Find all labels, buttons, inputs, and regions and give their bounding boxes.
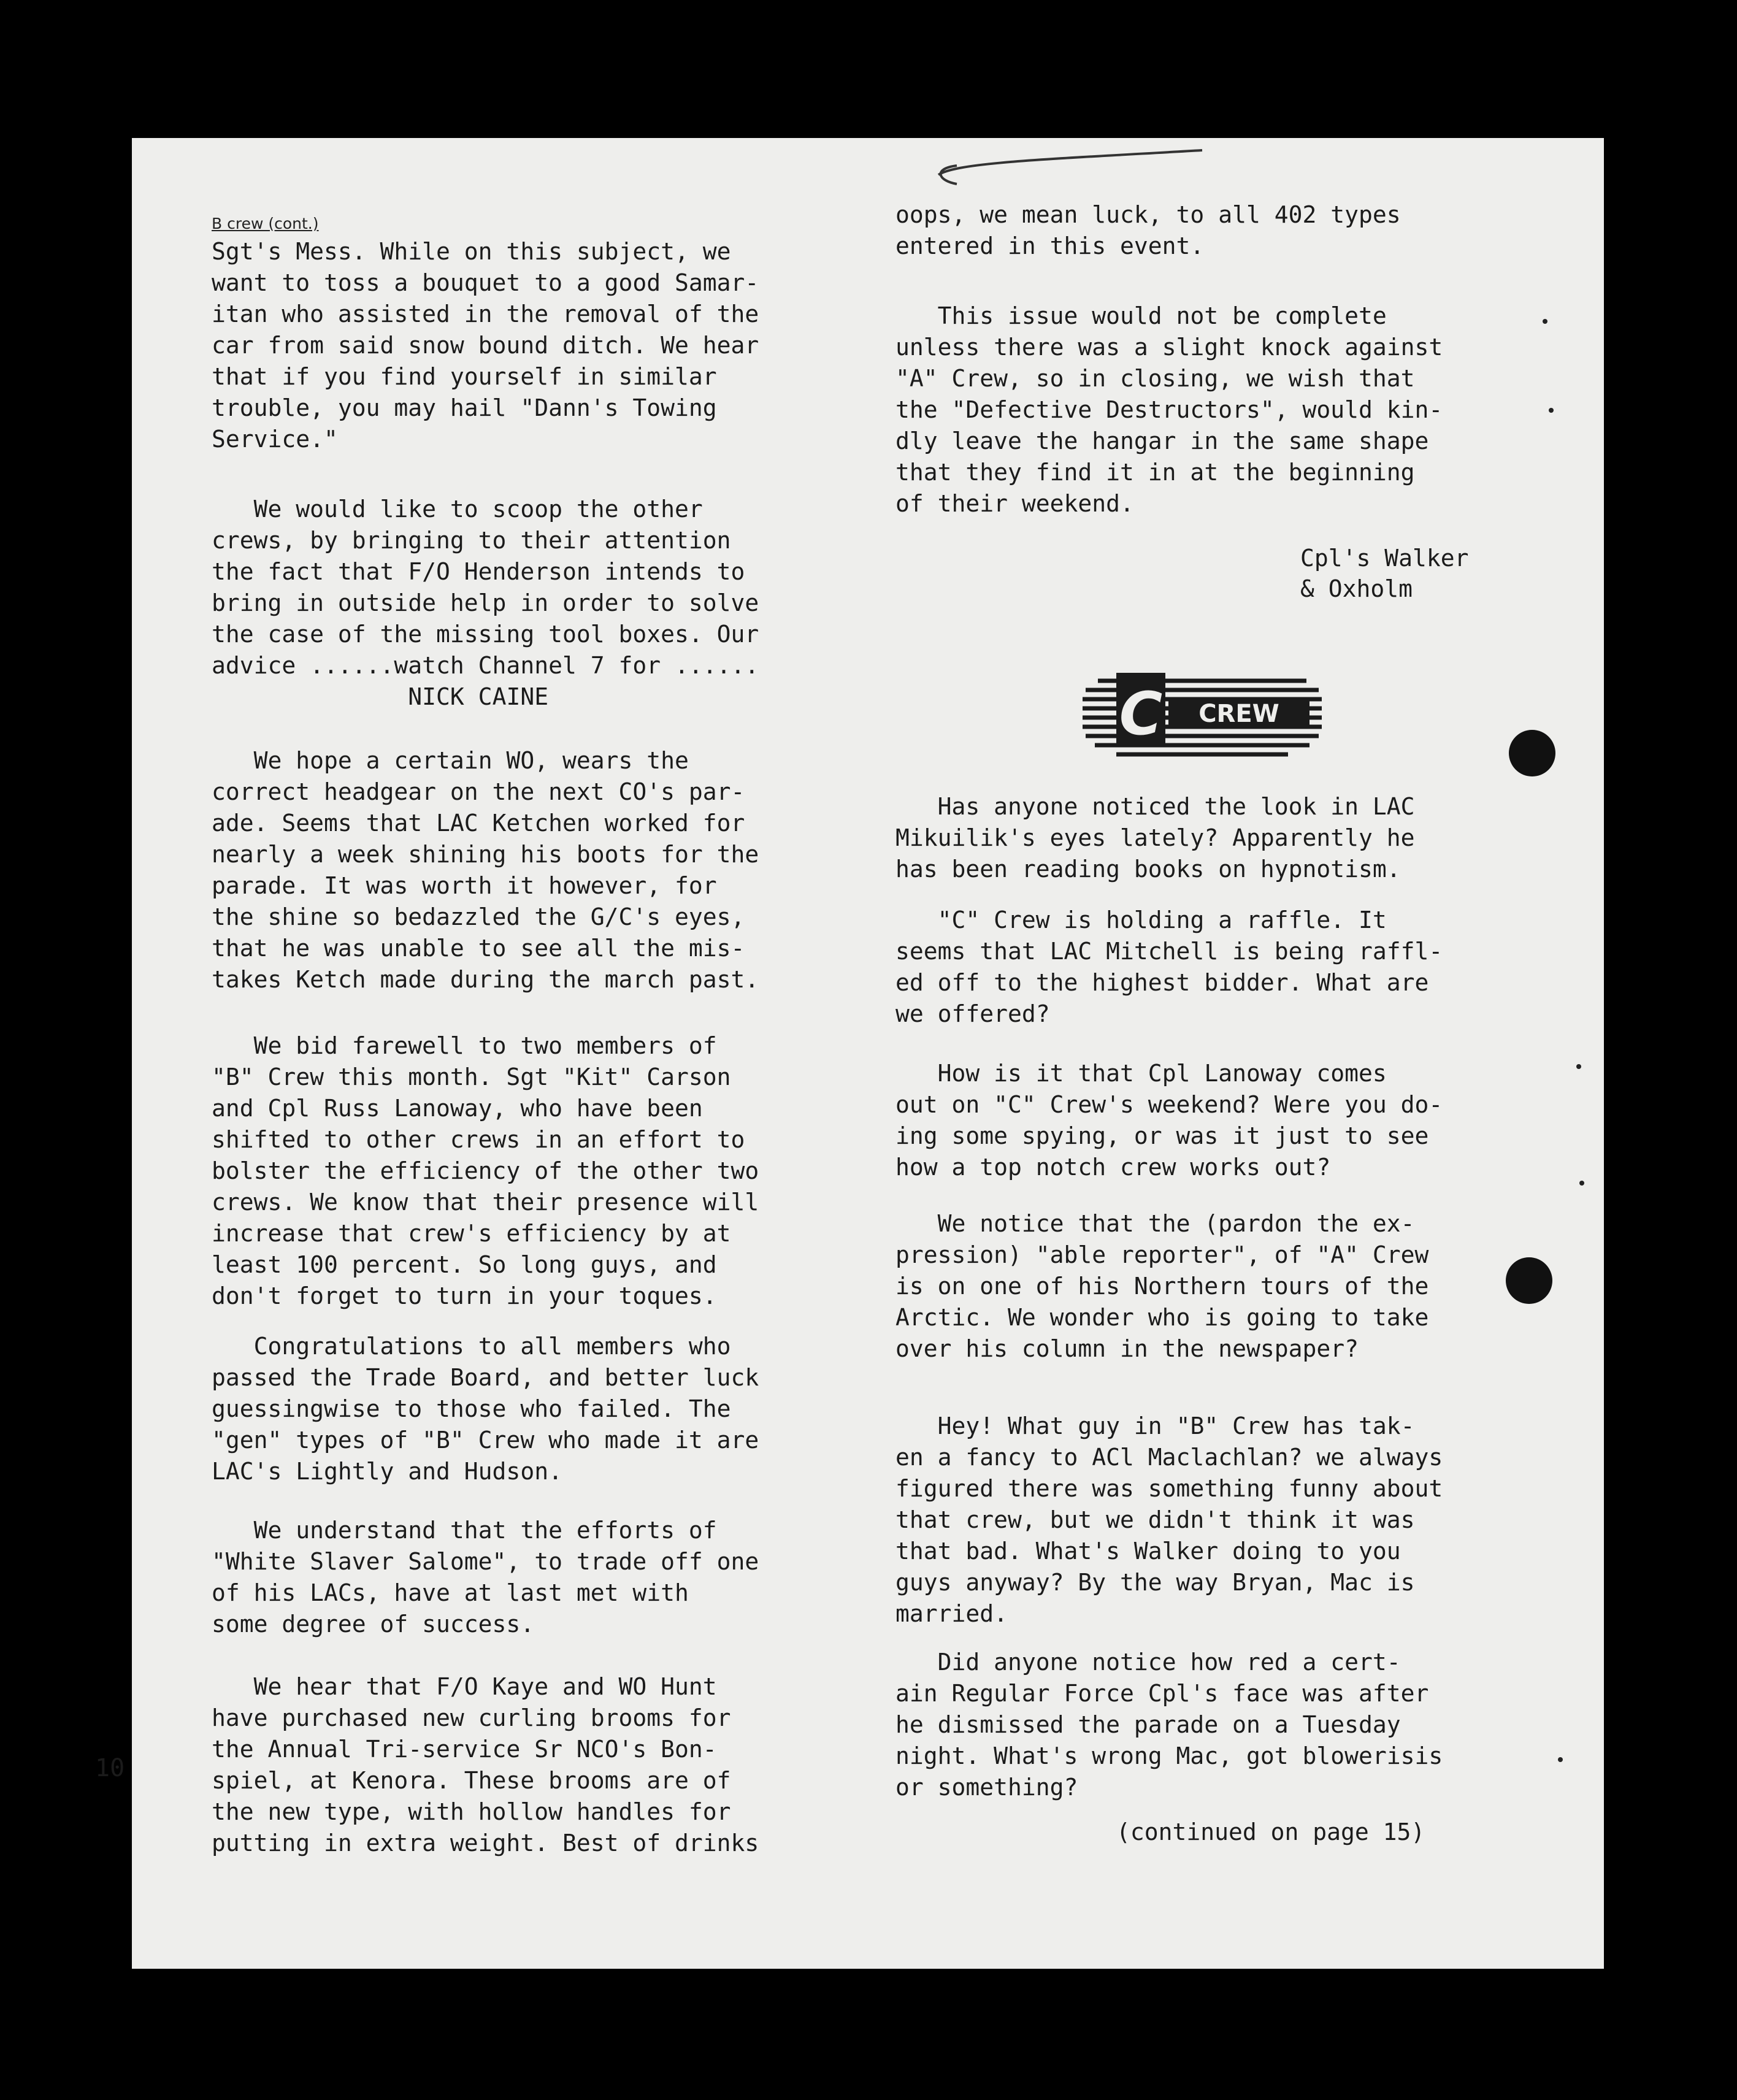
punch-hole <box>1506 1257 1552 1304</box>
page-number: 10 <box>95 1754 125 1782</box>
paragraph: Has anyone noticed the look in LAC Mikuilik's eyes lately? Apparently he has been reading books on hypnotism. <box>895 793 1415 883</box>
paragraph: Did anyone notice how red a cert- ain Regular Force Cpl's face was after he dismissed the parade on a Tuesday night. What's wrong Mac, got blowerisis or something? <box>895 1649 1443 1801</box>
paragraph: We would like to scoop the other crews, by bringing to their attention the fact that F/O Henderson intends to bring in outside help in order to solve the case of the missing tool boxes. Our advice ......watch Channel 7 for ...... NICK CAINE <box>212 496 759 710</box>
c-crew-logo <box>1079 659 1325 770</box>
paragraph: oops, we mean luck, to all 402 types entered in this event. <box>895 201 1401 259</box>
paragraph: We bid farewell to two members of "B" Crew this month. Sgt "Kit" Carson and Cpl Russ Lanoway, who have been shifted to other crews in an effort to bolster the efficiency of the other two crews. We know that their presence will increase that crew's efficiency by at least 100 percent. So long guys, and don't forget to turn in your toques. <box>212 1032 759 1309</box>
paragraph: We hear that F/O Kaye and WO Hunt have purchased new curling brooms for the Annual Tri-service Sr NCO's Bon- spiel, at Kenora. These brooms are of the new type, with hollow handles for putting in extra weight. Best of drinks <box>212 1673 759 1857</box>
logo-letter: C <box>1119 680 1163 748</box>
continuation-header: B crew (cont.) <box>212 215 319 232</box>
paragraph: We notice that the (pardon the ex- pression) "able reporter", of "A" Crew is on one of his Northern tours of the Arctic. We wonder who is going to take over his column in the newspaper? <box>895 1210 1429 1362</box>
newsletter-page <box>132 138 1604 1969</box>
paragraph: Sgt's Mess. While on this subject, we want to toss a bouquet to a good Samar- itan who assisted in the removal of the car from said snow bound ditch. We hear that if you find yourself in similar trouble, you may hail "Dann's Towing Service." <box>212 238 759 453</box>
paragraph: "C" Crew is holding a raffle. It seems that LAC Mitchell is being raffl- ed off to the highest bidder. What are we offered? <box>895 906 1443 1027</box>
paragraph: This issue would not be complete unless there was a slight knock against "A" Crew, so in closing, we wish that the "Defective Destructors", would kin- dly leave the hangar in the same shape that they find it in at the beginning of their weekend. <box>895 302 1443 517</box>
paragraph: We understand that the efforts of "White Slaver Salome", to trade off one of his LACs, have at last met with some degree of success. <box>212 1517 759 1638</box>
paragraph: We hope a certain WO, wears the correct headgear on the next CO's par- ade. Seems that LAC Ketchen worked for nearly a week shining his boots for the parade. It was worth it however, for the shine so bedazzled the G/C's eyes, that he was unable to see all the mis- takes Ketch made during the march past. <box>212 747 759 993</box>
speck <box>1549 408 1554 413</box>
logo-word: CREW <box>1198 700 1279 728</box>
continued-note: (continued on page 15) <box>1116 1818 1425 1845</box>
paragraph: How is it that Cpl Lanoway comes out on "C" Crew's weekend? Were you do- ing some spying, or was it just to see how a top notch crew works out? <box>895 1060 1443 1181</box>
paragraph: Congratulations to all members who passed the Trade Board, and better luck guessingwise to those who failed. The "gen" types of "B" Crew who made it are LAC's Lightly and Hudson. <box>212 1333 759 1485</box>
punch-hole <box>1509 730 1555 776</box>
speck <box>1579 1181 1584 1186</box>
speck <box>1576 1064 1581 1069</box>
speck <box>1543 319 1547 324</box>
signature: Cpl's Walker & Oxholm <box>1300 545 1469 602</box>
paragraph: Hey! What guy in "B" Crew has tak- en a fancy to ACl Maclachlan? we always figured there was something funny about that crew, but we didn't think it was that bad. What's Walker doing to you guys anyway? By the way Bryan, Mac is married. <box>895 1412 1443 1627</box>
speck <box>1558 1757 1563 1762</box>
